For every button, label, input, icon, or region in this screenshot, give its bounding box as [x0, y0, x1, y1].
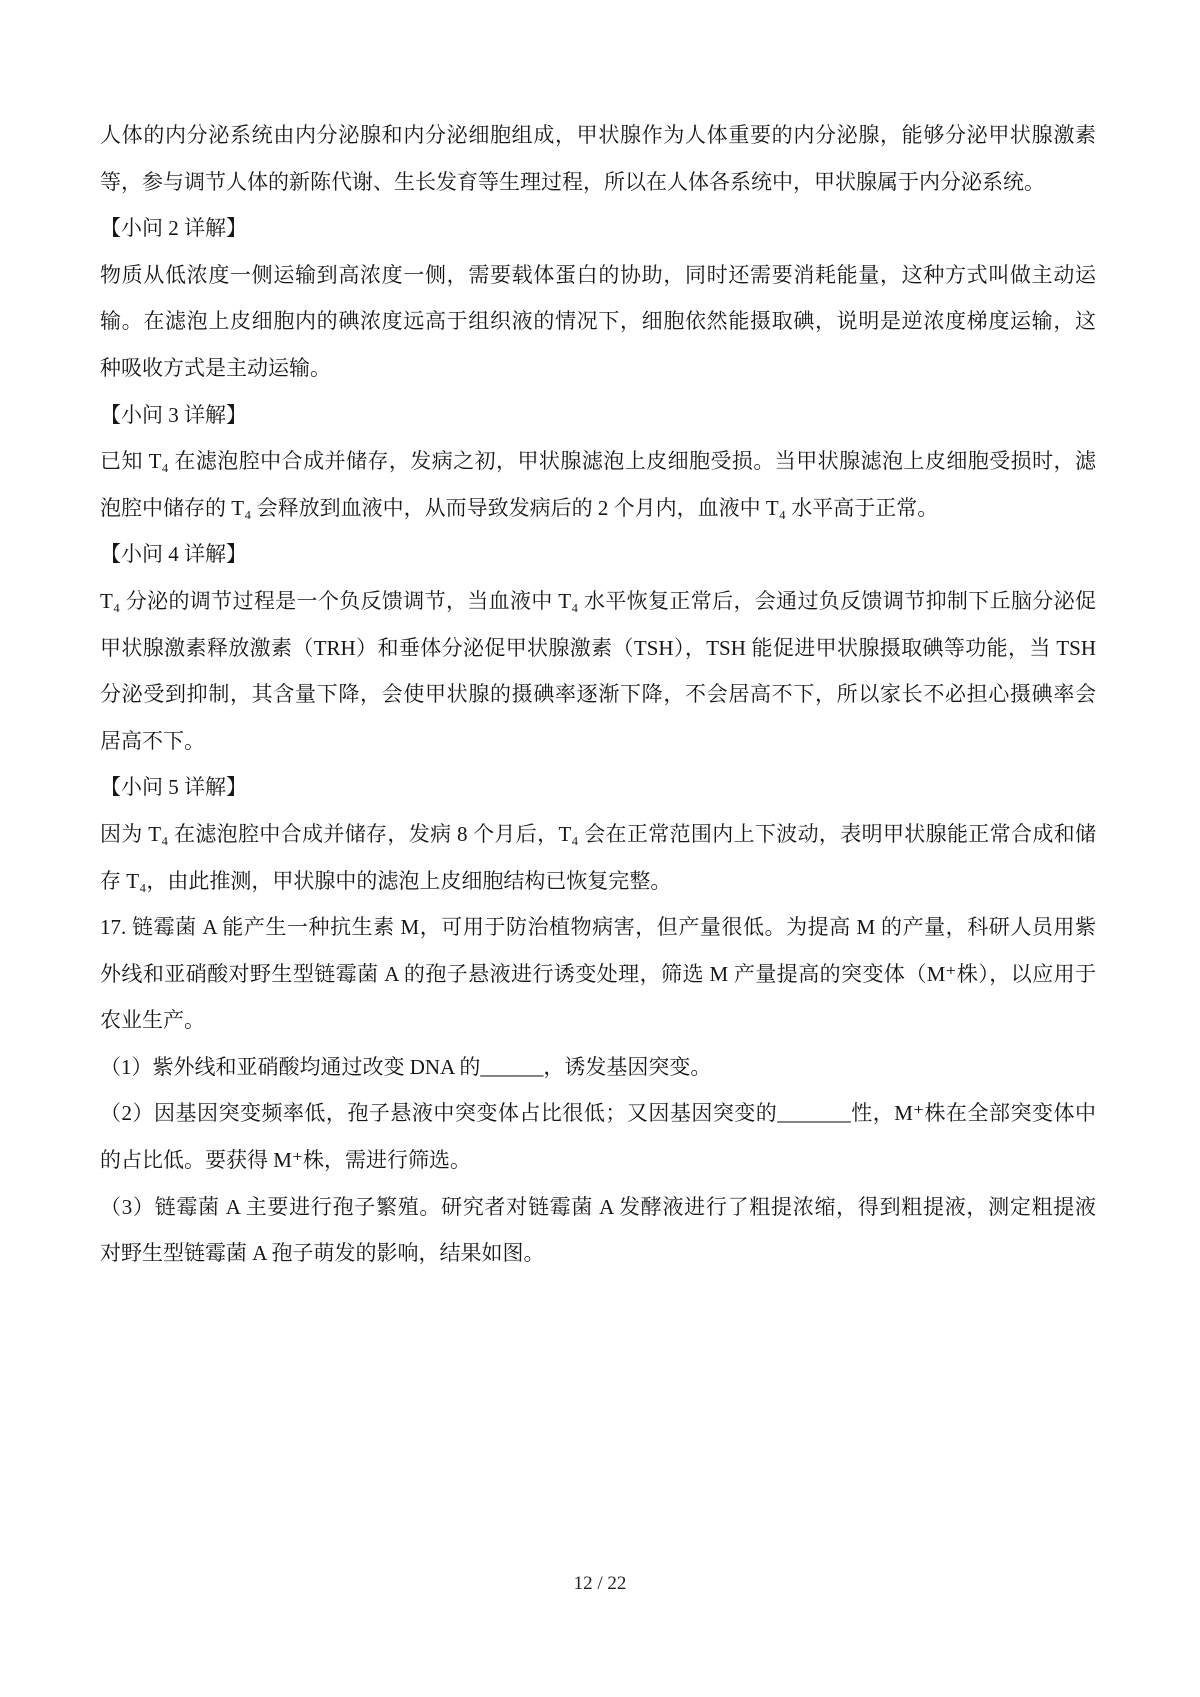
text-line: 存 T₄，由此推测，甲状腺中的滤泡上皮细胞结构已恢复完整。	[100, 868, 672, 893]
text-line: 对野生型链霉菌 A 孢子萌发的影响，结果如图。	[100, 1241, 545, 1266]
text-line: 已知 T₄ 在滤泡腔中合成并储存，发病之初，甲状腺滤泡上皮细胞受损。当甲状腺滤泡上皮细胞受损时，滤	[100, 449, 1096, 474]
text-line: 17. 链霉菌 A 能产生一种抗生素 M，可用于防治植物病害，但产量很低。为提高 M 的产量，科研人员用紫	[100, 915, 1096, 940]
text-line: （3）链霉菌 A 主要进行孢子繁殖。研究者对链霉菌 A 发酵液进行了粗提浓缩，得到粗提液，测定粗提液	[100, 1194, 1096, 1219]
text-line: 农业生产。	[100, 1008, 205, 1033]
text-line: （1）紫外线和亚硝酸均通过改变 DNA 的______，诱发基因突变。	[100, 1054, 712, 1079]
page-number: 12 / 22	[573, 1573, 627, 1594]
section-heading: 【小问 3 详解】	[100, 402, 247, 427]
text-line: 外线和亚硝酸对野生型链霉菌 A 的孢子悬液进行诱变处理，筛选 M 产量提高的突变体（M⁺株），以应用于	[100, 961, 1096, 986]
text-line: 物质从低浓度一侧运输到高浓度一侧，需要载体蛋白的协助，同时还需要消耗能量，这种方式叫做主动运	[100, 262, 1096, 287]
section-heading: 【小问 5 详解】	[100, 775, 247, 800]
document-body	[100, 112, 1096, 1277]
text-line: 种吸收方式是主动运输。	[100, 355, 331, 380]
section-heading: 【小问 4 详解】	[100, 542, 247, 567]
text-line: T₄ 分泌的调节过程是一个负反馈调节，当血液中 T₄ 水平恢复正常后，会通过负反馈调节抑制下丘脑分泌促	[100, 588, 1096, 613]
text-line: 居高不下。	[100, 728, 205, 753]
section-heading: 【小问 2 详解】	[100, 216, 247, 241]
text-line: 输。在滤泡上皮细胞内的碘浓度远高于组织液的情况下，细胞依然能摄取碘，说明是逆浓度梯度运输，这	[100, 309, 1096, 334]
text-line: 甲状腺激素释放激素（TRH）和垂体分泌促甲状腺激素（TSH），TSH 能促进甲状腺摄取碘等功能，当 TSH	[100, 635, 1096, 660]
text-line: 人体的内分泌系统由内分泌腺和内分泌细胞组成，甲状腺作为人体重要的内分泌腺，能够分泌甲状腺激素	[100, 123, 1096, 147]
text-line: 泡腔中储存的 T₄ 会释放到血液中，从而导致发病后的 2 个月内，血液中 T₄ 水平高于正常。	[100, 495, 939, 520]
text-line: 分泌受到抑制，其含量下降，会使甲状腺的摄碘率逐渐下降，不会居高不下，所以家长不必担心摄碘率会	[100, 682, 1096, 707]
text-line: 因为 T₄ 在滤泡腔中合成并储存，发病 8 个月后，T₄ 会在正常范围内上下波动，表明甲状腺能正常合成和储	[100, 821, 1096, 846]
text-line: 等，参与调节人体的新陈代谢、生长发育等生理过程，所以在人体各系统中，甲状腺属于内分泌系统。	[100, 169, 1045, 194]
text-line: 的占比低。要获得 M⁺株，需进行筛选。	[100, 1148, 472, 1173]
text-line: （2）因基因突变频率低，孢子悬液中突变体占比很低；又因基因突变的_______性，M⁺株在全部突变体中	[100, 1101, 1096, 1126]
